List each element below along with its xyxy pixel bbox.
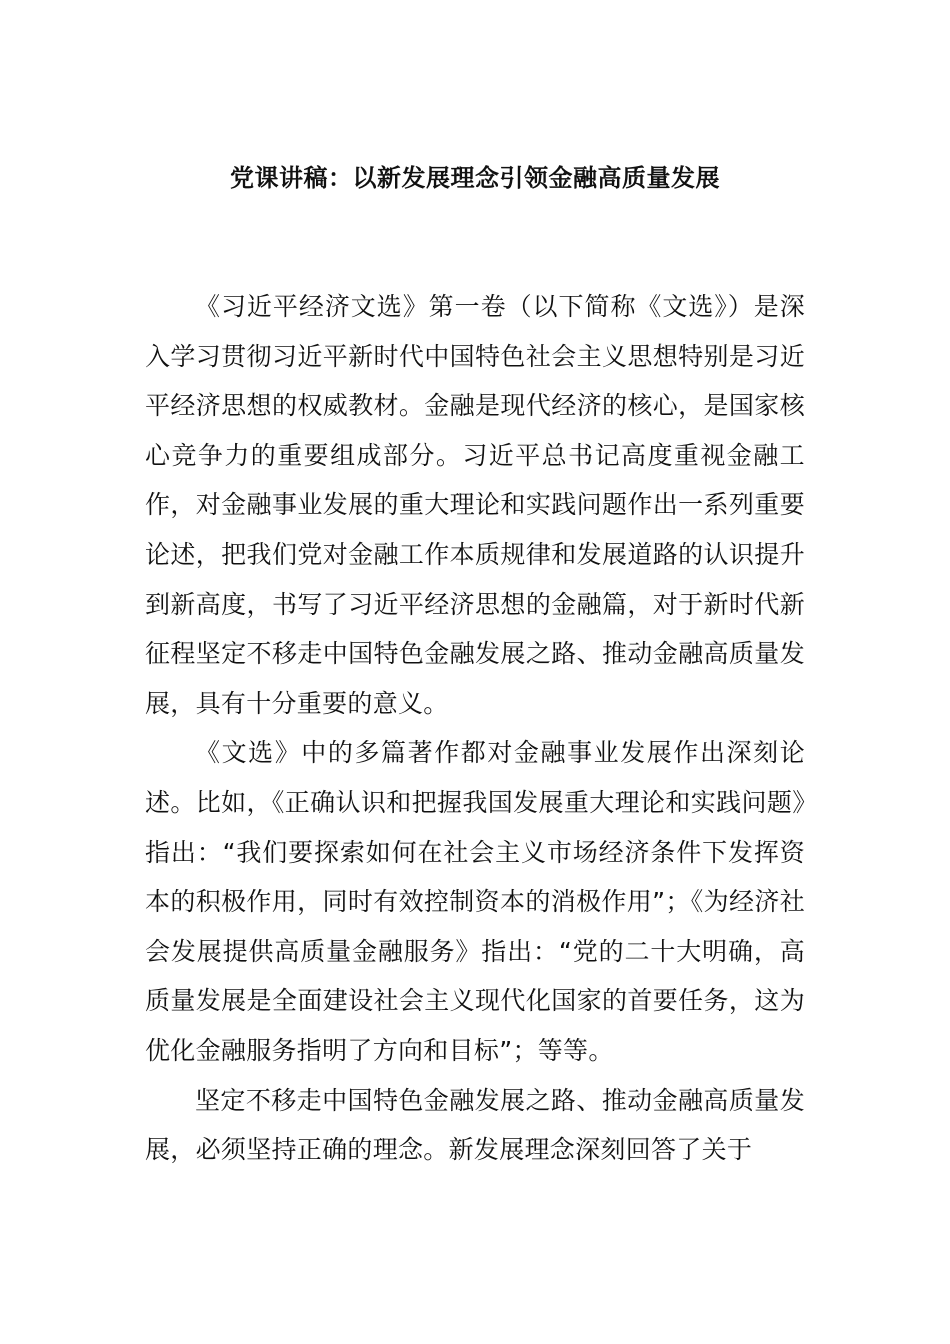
paragraph-1: 《习近平经济文选》第一卷（以下简称《文选》）是深入学习贯彻习近平新时代中国特色社会主义思想特别是习近平经济思想的权威教材。金融是现代经济的核心，是国家核心竞争力的重要组成部分。习近平总书记高度重视金融工作，对金融事业发展的重大理论和实践问题作出一系列重要论述，把我们党对金融工作本质规律和发展道路的认识提升到新高度，书写了习近平经济思想的金融篇，对于新时代新征程坚定不移走中国特色金融发展之路、推动金融高质量发展，具有十分重要的意义。 <box>145 292 805 718</box>
paragraph-3: 坚定不移走中国特色金融发展之路、推动金融高质量发展，必须坚持正确的理念。新发展理念深刻回答了关于 <box>145 1085 805 1165</box>
paragraph-2: 《文选》中的多篇著作都对金融事业发展作出深刻论述。比如，《正确认识和把握我国发展重大理论和实践问题》指出：“我们要探索如何在社会主义市场经济条件下发挥资本的积极作用，同时有效控制资本的消极作用”；《为经济社会发展提供高质量金融服务》指出：“党的二十大明确，高质量发展是全面建设社会主义现代化国家的首要任务，这为优化金融服务指明了方向和目标”；等等。 <box>145 738 805 1065</box>
document-body <box>145 282 805 1175</box>
document-title: 党课讲稿：以新发展理念引领金融高质量发展 <box>230 164 720 192</box>
